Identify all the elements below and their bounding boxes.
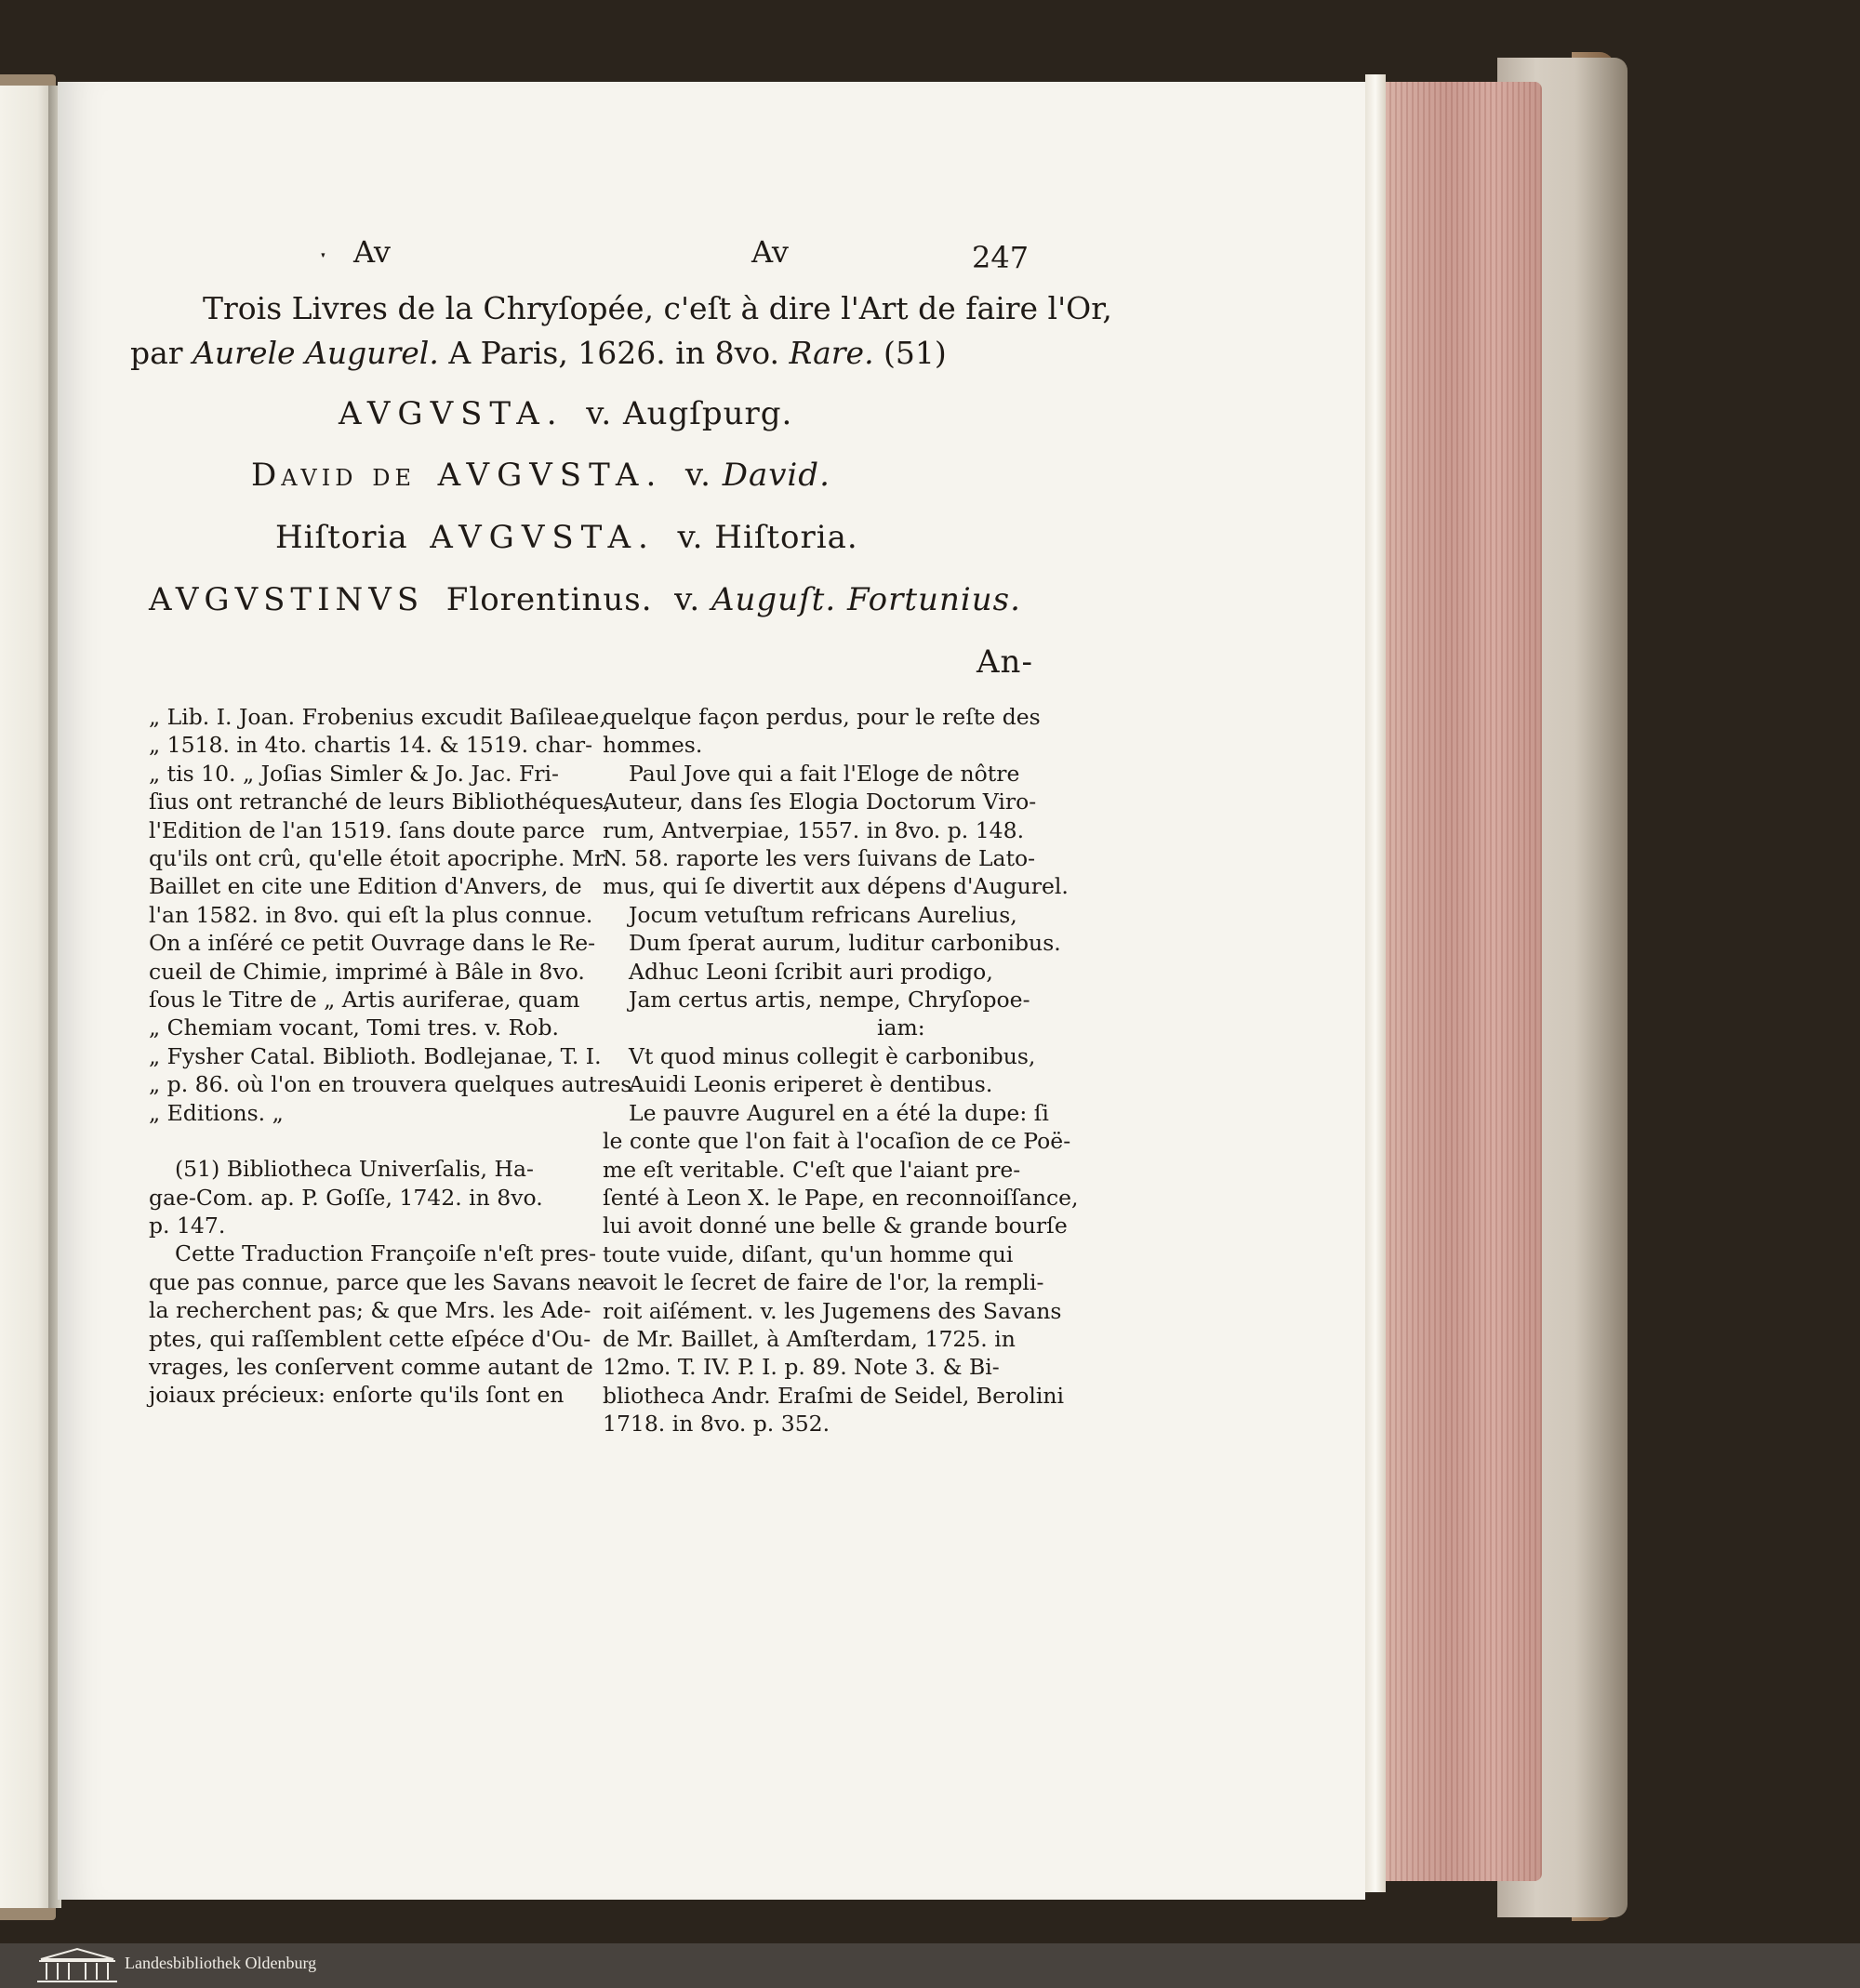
text-line: „ Editions. „ [149,1099,284,1126]
text-line: On a inſéré ce petit Ouvrage dans le Re- [149,930,596,957]
text-line: ſius ont retranché de leurs Bibliothéques, [149,789,611,815]
library-building-icon [33,1946,121,1985]
verse-line: iam: [877,1014,925,1041]
text-line: rum, Antverpiae, 1557. in 8vo. p. 148. [603,816,1025,843]
verse-line: Jam certus artis, nempe, Chryſopoe- [629,987,1030,1014]
footer-library-name: Landesbibliothek Oldenburg [125,1954,317,1972]
text-line: que pas connue, parce que les Savans ne [149,1268,605,1295]
text-line: „ p. 86. où l'on en trouvera quelques autres [149,1071,632,1098]
text-line: 1718. in 8vo. p. 352. [603,1411,830,1438]
text-line: „ Chemiam vocant, Tomi tres. v. Rob. [149,1014,559,1041]
text-line: roit aiſément. v. les Jugemens des Savans [603,1297,1062,1324]
text-line: mus, qui ſe divertit aux dépens d'Augurel. [603,873,1069,900]
text-line: toute vuide, diſant, qu'un homme qui [603,1240,1014,1267]
verse-line: Jocum vetuſtum refricans Aurelius, [629,901,1017,928]
page-fore-edge [1365,74,1386,1892]
text-line: Le pauvre Augurel en a été la dupe: ſi [629,1099,1049,1126]
text-line: cueil de Chimie, imprimé à Bâle in 8vo. [149,958,585,985]
running-head-left: Av [353,234,391,270]
text-line: quelque façon perdus, pour le reſte des [603,704,1041,730]
entry-augustinus: AVGVSTINVS Florentinus. v. Auguſt. Fortunius. [149,581,1021,618]
text-line: qu'ils ont crû, qu'elle étoit apocriphe. Mr. [149,845,610,872]
text-line: l'Edition de l'an 1519. ſans doute parce [149,816,586,843]
text-line: lui avoit donné une belle & grande bourſe [603,1213,1068,1239]
page-edges [1384,82,1542,1881]
text-line: de Mr. Baillet, à Amſterdam, 1725. in [603,1325,1016,1352]
left-page-edge [0,86,54,1908]
right-column [603,703,1079,1438]
left-column [149,703,631,1410]
verse-line: Auidi Leonis eriperet è dentibus. [629,1071,993,1098]
entry-historia-augusta: Hiſtoria AVGVSTA. v. Hiſtoria. [275,519,858,556]
text-line: me eſt veritable. C'eſt que l'aiant pre- [603,1156,1021,1183]
text-line: vrages, les conſervent comme autant de [149,1353,593,1380]
text-line: „ tis 10. „ Joſias Simler & Jo. Jac. Fri- [149,760,559,787]
text-line: 12mo. T. IV. P. I. p. 89. Note 3. & Bi- [603,1354,1000,1381]
spacer [149,1127,631,1155]
text-line: Auteur, dans ſes Elogia Doctorum Viro- [603,789,1037,815]
text-line: hommes. [603,732,703,759]
entry-david-de-augusta: David de AVGVSTA. v. David. [251,457,830,494]
text-line: ptes, qui raſſemblent cette eſpéce d'Ou- [149,1325,591,1352]
verse-line: Adhuc Leoni ſcribit auri prodigo, [629,958,993,985]
text-line: Baillet en cite une Edition d'Anvers, de [149,873,582,900]
running-head-center: Av [751,234,789,270]
footnote-line: gae-Com. ap. P. Goſſe, 1742. in 8vo. [149,1184,543,1211]
text-line: ſous le Titre de „ Artis auriferae, quam [149,987,580,1014]
text-line: „ Lib. I. Joan. Frobenius excudit Baſileae, [149,704,606,730]
text-line: ſenté à Leon X. le Pape, en reconnoiſſance, [603,1184,1079,1211]
text-line: la recherchent pas; & que Mrs. les Ade- [149,1297,591,1324]
text-line: bliotheca Andr. Eraſmi de Seidel, Berolini [603,1382,1065,1409]
text-line: avoit le ſecret de faire de l'or, la rempli- [603,1269,1044,1296]
text-line: „ 1518. in 4to. chartis 14. & 1519. char- [149,732,593,759]
title-line-1: Trois Livres de la Chryſopée, c'eſt à dire l'Art de faire l'Or, [203,290,1112,326]
text-line: „ Fysher Catal. Biblioth. Bodlejanae, T. I. [149,1042,602,1069]
catchword: An- [976,643,1033,681]
verse-line: Dum ſperat aurum, luditur carbonibus. [629,930,1061,957]
text-line: Paul Jove qui a fait l'Eloge de nôtre [629,760,1020,787]
verse-line: Vt quod minus collegit è carbonibus, [629,1042,1036,1069]
footnote-line: (51) Bibliotheca Univerſalis, Ha- [175,1156,534,1183]
running-head-marker: ˑ [318,238,328,273]
title-line-2: par Aurele Augurel. A Paris, 1626. in 8vo. Rare. (51) [130,335,947,371]
page-number: 247 [972,240,1030,275]
text-line: joiaux précieux: enſorte qu'ils ſont en [149,1382,565,1409]
text-line: l'an 1582. in 8vo. qui eſt la plus connue. [149,901,593,928]
footnote-line: p. 147. [149,1212,226,1239]
text-line: le conte que l'on fait à l'ocaſion de ce Poë- [603,1128,1071,1155]
text-line: Cette Traduction Françoiſe n'eſt pres- [175,1240,597,1267]
text-line: N. 58. raporte les vers ſuivans de Lato- [603,845,1036,872]
entry-augusta: AVGVSTA. v. Augſpurg. [339,395,793,432]
